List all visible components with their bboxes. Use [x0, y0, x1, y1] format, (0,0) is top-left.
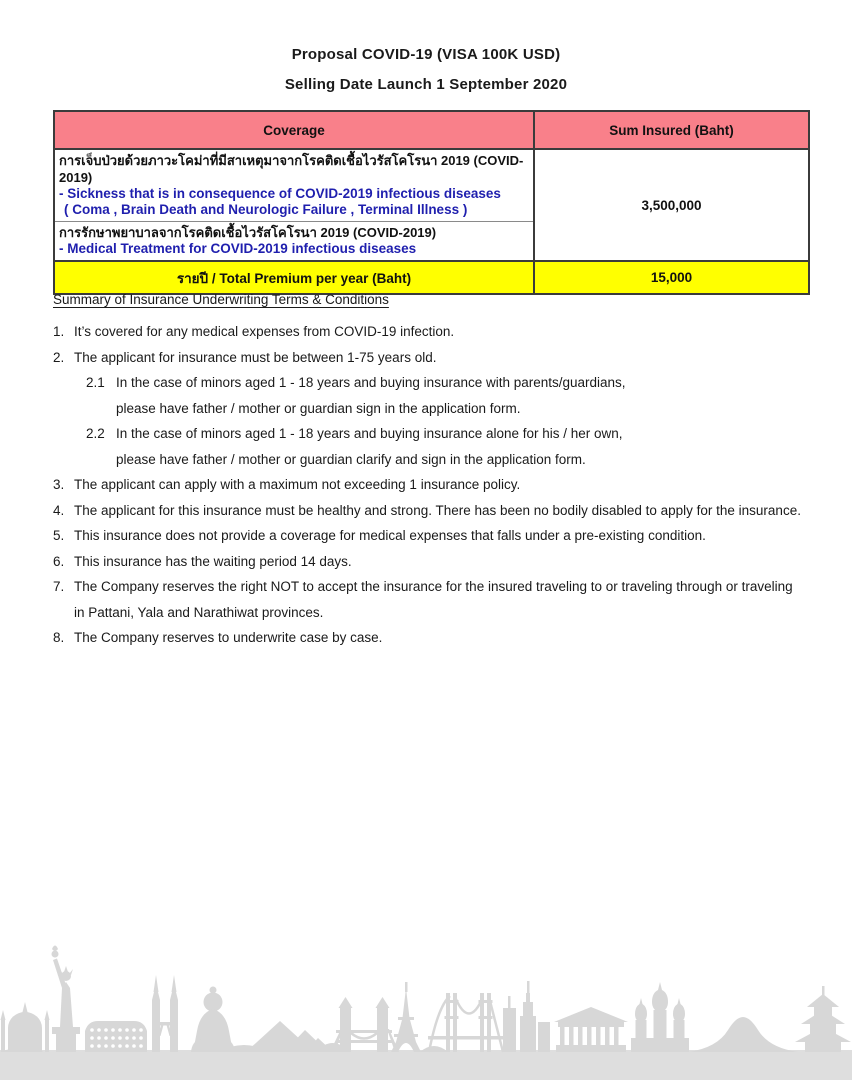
- buddha-silhouette: [191, 987, 235, 1053]
- terms-section: [53, 290, 825, 651]
- suspension-bridge-silhouette: [428, 993, 504, 1052]
- terms-heading: Summary of Insurance Underwriting Terms & Conditions: [53, 292, 389, 307]
- sum-insured-value: 3,500,000: [534, 149, 809, 261]
- coverage-cell-medical-treatment: [54, 222, 534, 262]
- term-number: 2.2: [86, 426, 105, 441]
- term-item-4: [53, 498, 825, 524]
- term-number: 1.: [53, 324, 65, 339]
- skyscrapers-silhouette: [503, 981, 550, 1052]
- page-subtitle: Selling Date Launch 1 September 2020: [284, 76, 568, 93]
- parthenon-silhouette: [554, 1007, 628, 1052]
- coverage-english-text: ( Coma , Brain Death and Neurologic Failure , Terminal Illness ): [64, 202, 468, 217]
- term-number: 7.: [53, 579, 65, 594]
- term-text: In the case of minors aged 1 - 18 years and buying insurance with parents/guardians,: [116, 375, 626, 390]
- table-header-row: [54, 111, 809, 149]
- term-text: The Company reserves to underwrite case by case.: [74, 630, 383, 645]
- term-number: 5.: [53, 528, 65, 543]
- term-item-2-2: [53, 421, 825, 472]
- term-text: This insurance does not provide a coverage for medical expenses that falls under a pre-existing condition.: [74, 528, 706, 543]
- term-number: 8.: [53, 630, 65, 645]
- statue-of-liberty-silhouette: [52, 946, 81, 1053]
- pyramids-silhouette: [246, 1021, 333, 1052]
- term-number: 2.1: [86, 375, 105, 390]
- world-landmarks-silhouette: [0, 930, 852, 1080]
- mount-fuji-silhouette: [688, 1017, 798, 1052]
- term-text: The Company reserves the right NOT to accept the insurance for the insured traveling to or traveling through or traveling: [74, 579, 793, 594]
- term-item-8: [53, 625, 825, 651]
- term-item-5: [53, 523, 825, 549]
- term-text: in Pattani, Yala and Narathiwat provinces.: [74, 604, 324, 620]
- term-text: The applicant for this insurance must be healthy and strong. There has been no bodily disabled to apply for the insurance.: [74, 502, 801, 518]
- coverage-column-header: Coverage: [54, 111, 534, 149]
- coverage-english-text: - Medical Treatment for COVID-2019 infectious diseases: [59, 241, 417, 256]
- term-text: It’s covered for any medical expenses from COVID-19 infection.: [74, 324, 455, 339]
- premium-value: 15,000: [534, 261, 809, 294]
- term-item-2: [53, 345, 825, 371]
- term-number: 6.: [53, 553, 65, 569]
- colosseum-silhouette: [85, 1021, 147, 1052]
- eiffel-tower-silhouette: [391, 982, 421, 1052]
- premium-label: รายปี / Total Premium per year (Baht): [54, 261, 534, 294]
- taj-mahal-silhouette: [1, 1002, 50, 1052]
- pagoda-silhouette: [795, 986, 851, 1052]
- page-title: Proposal COVID-19 (VISA 100K USD): [291, 46, 561, 63]
- term-number: 3.: [53, 477, 65, 492]
- petronas-towers-silhouette: [152, 975, 178, 1052]
- coverage-table: [53, 110, 810, 295]
- document-header: [0, 0, 852, 93]
- st-basil-cathedral-silhouette: [631, 982, 689, 1052]
- term-item-2-1: [53, 370, 825, 421]
- coverage-cell-sickness: [54, 149, 534, 222]
- term-item-3: [53, 472, 825, 498]
- coverage-thai-text: การเจ็บป่วยด้วยภาวะโคม่าที่มีสาเหตุมาจากโรคติดเชื้อไวรัสโคโรนา 2019 (COVID-2019): [59, 153, 524, 185]
- term-text: This insurance has the waiting period 14 days.: [74, 553, 352, 569]
- term-item-6: [53, 549, 825, 575]
- term-number: 4.: [53, 502, 65, 518]
- term-item-7: [53, 574, 825, 625]
- term-text: The applicant for insurance must be between 1-75 years old.: [74, 349, 437, 365]
- term-item-1: [53, 319, 825, 345]
- term-text: please have father / mother or guardian sign in the application form.: [116, 400, 521, 416]
- term-text: In the case of minors aged 1 - 18 years and buying insurance alone for his / her own,: [116, 426, 623, 441]
- tower-bridge-silhouette: [330, 997, 399, 1052]
- table-row: [54, 149, 809, 222]
- term-number: 2.: [53, 349, 65, 365]
- coverage-thai-text: การรักษาพยาบาลจากโรคติดเชื้อไวรัสโคโรนา 2019 (COVID-2019): [59, 225, 437, 240]
- term-text: The applicant can apply with a maximum not exceeding 1 insurance policy.: [74, 477, 521, 492]
- sum-insured-column-header: Sum Insured (Baht): [534, 111, 809, 149]
- coverage-english-text: - Sickness that is in consequence of COVID-2019 infectious diseases: [59, 186, 501, 201]
- term-text: please have father / mother or guardian clarify and sign in the application form.: [116, 451, 586, 467]
